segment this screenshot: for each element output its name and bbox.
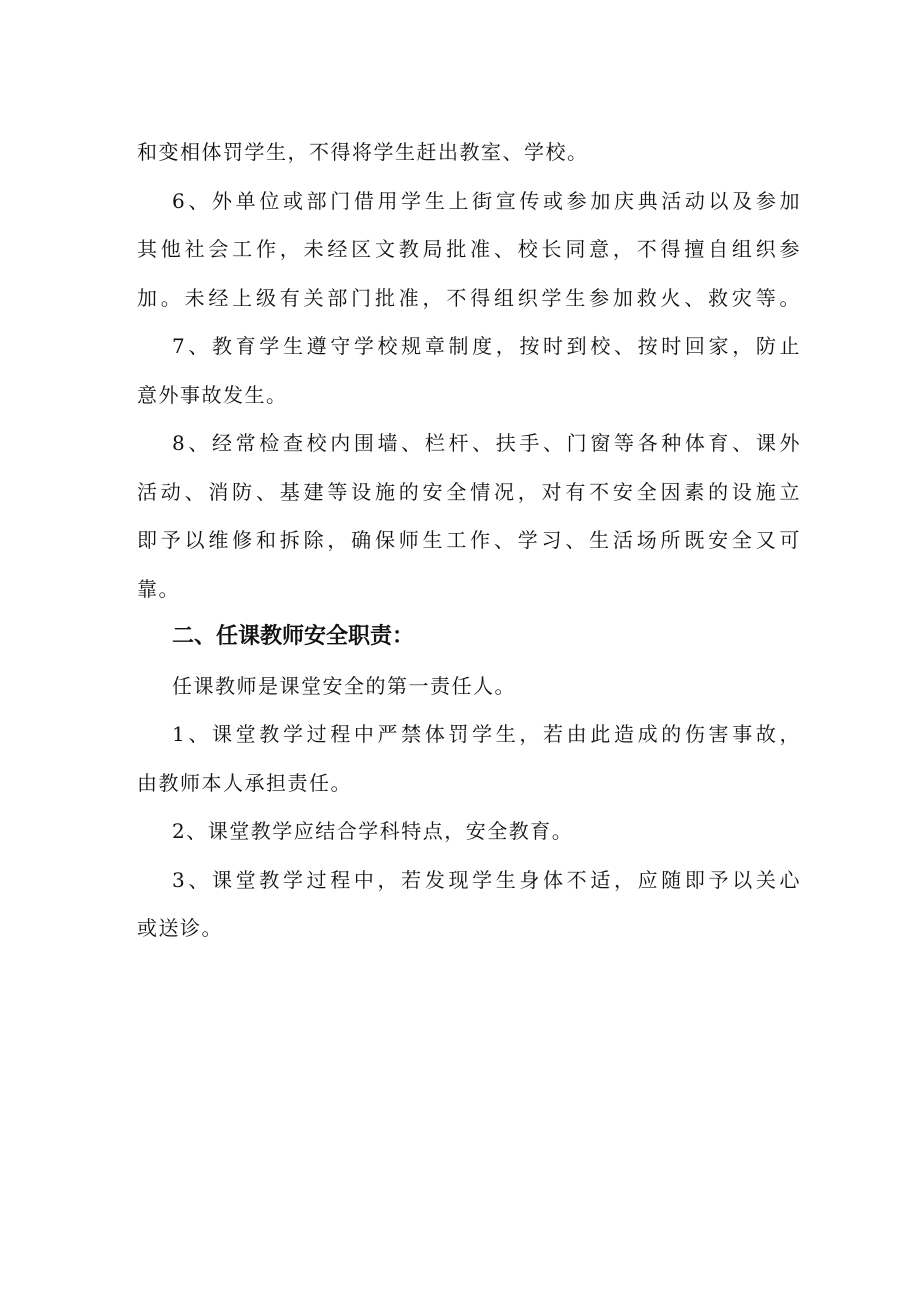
paragraph-line: 和变相体罚学生，不得将学生赶出教室、学校。 <box>137 140 589 164</box>
paragraph-line: 6、外单位或部门借用学生上街宣传或参加庆典活动以及参加 <box>172 188 801 213</box>
paragraph-line: 其他社会工作，未经区文教局批准、校长同意，不得擅自组织参 <box>137 237 801 261</box>
document-body <box>137 128 801 953</box>
paragraph-line: 由教师本人承担责任。 <box>137 770 352 795</box>
paragraph-line: 加。未经上级有关部门批准，不得组织学生参加救火、救灾等。 <box>137 285 801 310</box>
paragraph-line: 意外事故发生。 <box>137 382 288 407</box>
paragraph-line: 3、课堂教学过程中，若发现学生身体不适，应随即予以关心 <box>172 867 801 892</box>
paragraph-line: 即予以维修和拆除，确保师生工作、学习、生活场所既安全又可 <box>137 528 801 552</box>
paragraph-line: 1、课堂教学过程中严禁体罚学生，若由此造成的伤害事故， <box>172 722 801 746</box>
paragraph-line: 8、经常检查校内围墙、栏杆、扶手、门窗等各种体育、课外 <box>172 431 801 455</box>
paragraph-line: 任课教师是课堂安全的第一责任人。 <box>172 673 516 698</box>
paragraph-line: 2、课堂教学应结合学科特点，安全教育。 <box>172 819 574 843</box>
paragraph-line: 或送诊。 <box>137 916 223 940</box>
paragraph-line: 靠。 <box>137 576 180 601</box>
paragraph-line: 7、教育学生遵守学校规章制度，按时到校、按时回家，防止 <box>172 334 801 358</box>
section-heading: 二、任课教师安全职责： <box>172 624 415 649</box>
paragraph-line: 活动、消防、基建等设施的安全情况，对有不安全因素的设施立 <box>137 479 801 504</box>
